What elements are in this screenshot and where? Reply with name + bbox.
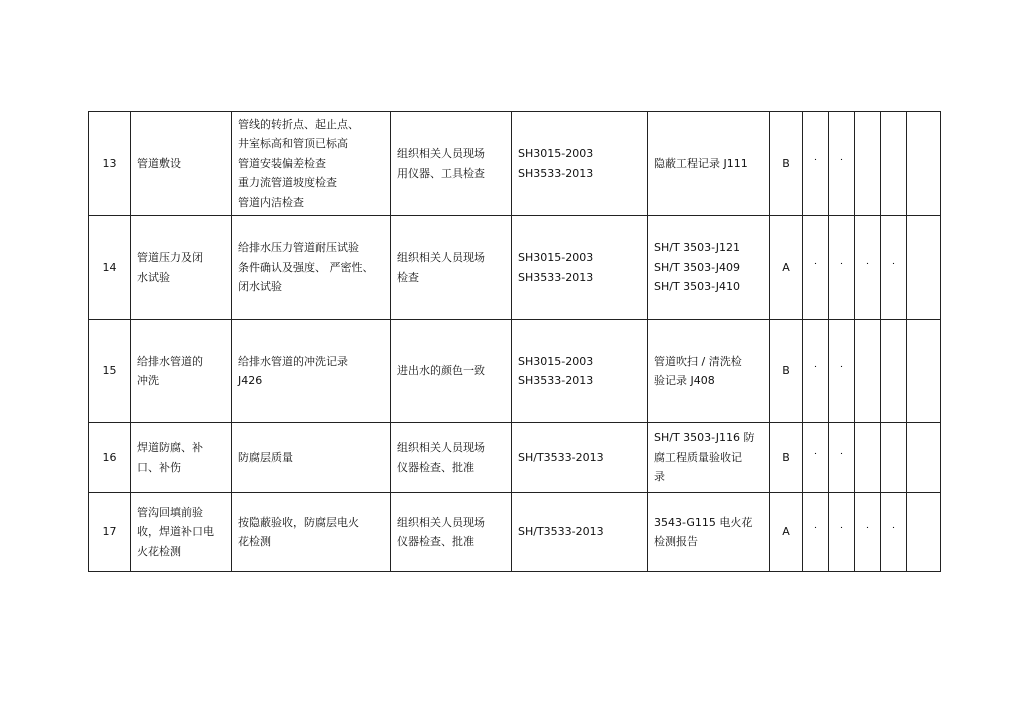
table-body — [89, 112, 941, 572]
content-cell — [232, 493, 391, 572]
method-cell — [391, 493, 512, 572]
record-line: 隐蔽工程记录 J111 — [654, 156, 748, 170]
method-cell — [391, 112, 512, 216]
mark-cell — [907, 112, 941, 216]
standard-line: SH3533-2013 — [518, 374, 594, 387]
record-cell — [648, 320, 770, 423]
standard-cell — [512, 216, 648, 320]
method-line: 检查 — [397, 270, 419, 284]
record-line: 录 — [654, 470, 665, 484]
item-line: 管沟回填前验 — [137, 505, 203, 519]
item-line: 冲洗 — [137, 374, 159, 387]
item-cell — [131, 112, 232, 216]
record-line: 3543-G115 电火花 — [654, 515, 753, 529]
mark-cell: ˙ — [855, 216, 881, 320]
standard-line: SH3533-2013 — [518, 166, 594, 180]
mark-cell — [907, 216, 941, 320]
record-line: SH/T 3503-J121 — [654, 241, 740, 255]
mark-cell: ˙ — [803, 216, 829, 320]
row-number-cell: 15 — [89, 320, 131, 423]
content-line: 给排水管道的冲洗记录 — [238, 354, 348, 368]
item-line: 口、补伤 — [137, 460, 181, 474]
mark-cell: ˙ — [829, 112, 855, 216]
item-cell — [131, 216, 232, 320]
record-cell — [648, 112, 770, 216]
row-number-cell: 16 — [89, 423, 131, 493]
mark-cell — [855, 112, 881, 216]
mark-cell — [855, 423, 881, 493]
table-row — [89, 493, 941, 572]
item-line: 焊道防腐、补 — [137, 441, 203, 454]
grade-cell: B — [770, 112, 803, 216]
standard-cell — [512, 112, 648, 216]
record-cell — [648, 216, 770, 320]
content-line: 重力流管道坡度检查 — [238, 176, 337, 190]
standard-line: SH/T3533-2013 — [518, 450, 604, 464]
content-line: J426 — [238, 374, 263, 387]
content-line: 条件确认及强度、 严密性、 — [238, 260, 374, 274]
item-cell — [131, 320, 232, 423]
standard-line: SH3015-2003 — [518, 354, 594, 368]
record-line: 管道吹扫 / 清洗检 — [654, 354, 742, 368]
mark-cell: ˙ — [829, 216, 855, 320]
mark-cell: ˙ — [881, 216, 907, 320]
row-number-cell: 17 — [89, 493, 131, 572]
item-line: 管道敷设 — [137, 156, 181, 170]
row-number-cell: 14 — [89, 216, 131, 320]
mark-cell — [881, 320, 907, 423]
method-line: 用仪器、工具检查 — [397, 166, 485, 180]
content-line: 给排水压力管道耐压试验 — [238, 241, 359, 255]
content-cell — [232, 320, 391, 423]
grade-cell: B — [770, 423, 803, 493]
method-line: 仪器检查、批准 — [397, 535, 474, 548]
content-line: 花检测 — [238, 535, 271, 548]
content-line: 井室标高和管顶已标高 — [238, 137, 348, 151]
item-line: 管道压力及闭 — [137, 251, 203, 264]
content-line: 管道内洁检查 — [238, 195, 304, 209]
content-line: 闭水试验 — [238, 280, 282, 294]
mark-cell — [907, 423, 941, 493]
mark-cell: ˙ — [803, 423, 829, 493]
record-cell — [648, 493, 770, 572]
method-line: 进出水的颜色一致 — [397, 364, 485, 378]
standard-line: SH/T3533-2013 — [518, 525, 604, 539]
standard-line: SH3015-2003 — [518, 251, 594, 264]
grade-cell: A — [770, 493, 803, 572]
record-line: 验记录 J408 — [654, 374, 715, 387]
grade-cell: B — [770, 320, 803, 423]
record-cell — [648, 423, 770, 493]
record-line: SH/T 3503-J116 防 — [654, 431, 755, 445]
table-row — [89, 216, 941, 320]
method-cell — [391, 423, 512, 493]
mark-cell: ˙ — [881, 493, 907, 572]
standard-line: SH3015-2003 — [518, 147, 594, 160]
content-cell — [232, 216, 391, 320]
standard-cell — [512, 320, 648, 423]
item-line: 收，焊道补口电 — [137, 525, 214, 539]
standard-cell — [512, 423, 648, 493]
method-cell — [391, 320, 512, 423]
item-line: 火花检测 — [137, 544, 181, 558]
record-line: SH/T 3503-J409 — [654, 260, 740, 274]
content-line: 管道安装偏差检查 — [238, 156, 326, 170]
inspection-table — [88, 111, 941, 572]
content-cell — [232, 423, 391, 493]
mark-cell — [907, 493, 941, 572]
method-line: 组织相关人员现场 — [397, 441, 485, 454]
table-row — [89, 320, 941, 423]
content-line: 防腐层质量 — [238, 450, 293, 464]
grade-cell: A — [770, 216, 803, 320]
mark-cell — [855, 320, 881, 423]
content-line: 管线的转折点、起止点、 — [238, 117, 359, 131]
method-line: 仪器检查、批准 — [397, 460, 474, 474]
mark-cell — [881, 423, 907, 493]
method-line: 组织相关人员现场 — [397, 251, 485, 264]
item-line: 水试验 — [137, 270, 170, 284]
table-row — [89, 423, 941, 493]
mark-cell: ˙ — [803, 493, 829, 572]
standard-cell — [512, 493, 648, 572]
mark-cell: ˙ — [829, 423, 855, 493]
item-cell — [131, 493, 232, 572]
method-line: 组织相关人员现场 — [397, 515, 485, 529]
standard-line: SH3533-2013 — [518, 270, 594, 284]
method-cell — [391, 216, 512, 320]
mark-cell: ˙ — [829, 493, 855, 572]
record-line: SH/T 3503-J410 — [654, 280, 740, 294]
mark-cell: ˙ — [803, 112, 829, 216]
item-cell — [131, 423, 232, 493]
content-cell — [232, 112, 391, 216]
mark-cell — [907, 320, 941, 423]
method-line: 组织相关人员现场 — [397, 147, 485, 160]
mark-cell: ˙ — [855, 493, 881, 572]
row-number-cell: 13 — [89, 112, 131, 216]
mark-cell — [881, 112, 907, 216]
record-line: 检测报告 — [654, 535, 698, 548]
mark-cell: ˙ — [829, 320, 855, 423]
table-row — [89, 112, 941, 216]
content-line: 按隐蔽验收，防腐层电火 — [238, 515, 359, 529]
record-line: 腐工程质量验收记 — [654, 450, 742, 464]
item-line: 给排水管道的 — [137, 354, 203, 368]
mark-cell: ˙ — [803, 320, 829, 423]
